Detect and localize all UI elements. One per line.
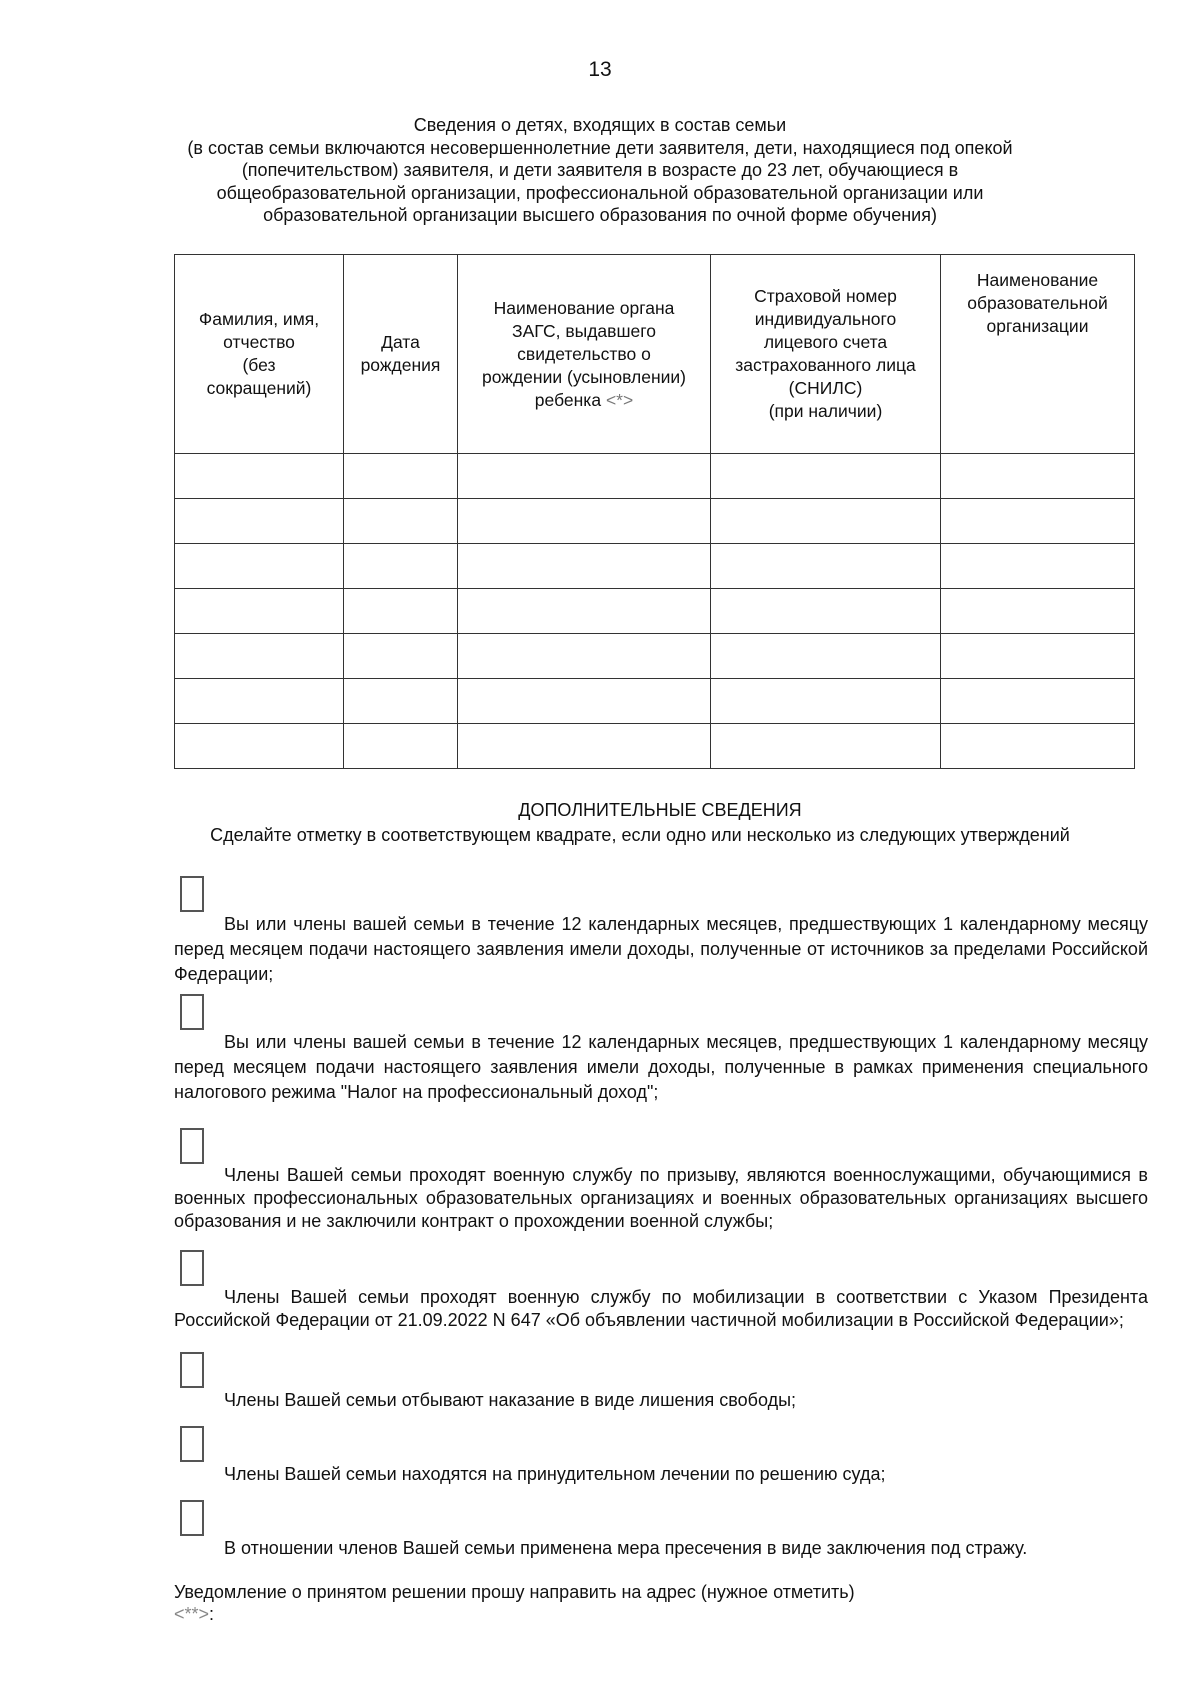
children-section-heading	[160, 114, 1040, 227]
table-cell[interactable]	[711, 544, 941, 589]
column-header-snils: Страховой номер индивидуального лицевого счета застрахованного лица (СНИЛС) (при наличии)	[711, 255, 941, 454]
column-header-registry-office: Наименование органа ЗАГС, выдавшего свидетельство о рождении (усыновлении) ребенка <*>	[458, 255, 711, 454]
table-cell[interactable]	[344, 679, 458, 724]
table-row	[175, 589, 1135, 634]
statement-text: Члены Вашей семьи находятся на принудительном лечении по решению суда;	[224, 1464, 886, 1484]
statement-checkbox[interactable]	[180, 876, 204, 912]
table-row	[175, 544, 1135, 589]
statement-checkbox[interactable]	[180, 1128, 204, 1164]
statement-checkbox[interactable]	[180, 1500, 204, 1536]
table-cell[interactable]	[175, 499, 344, 544]
table-cell[interactable]	[458, 544, 711, 589]
table-cell[interactable]	[941, 454, 1135, 499]
column-header-full-name: Фамилия, имя, отчество (без сокращений)	[175, 255, 344, 454]
table-cell[interactable]	[458, 634, 711, 679]
statement-item	[174, 1388, 1148, 1413]
page-number: 13	[588, 58, 612, 81]
table-header-row	[175, 255, 1135, 454]
table-row	[175, 454, 1135, 499]
statement-checkbox[interactable]	[180, 1352, 204, 1388]
table-row	[175, 679, 1135, 724]
table-cell[interactable]	[711, 589, 941, 634]
table-cell[interactable]	[941, 724, 1135, 769]
statement-item	[174, 1286, 1148, 1332]
table-cell[interactable]	[711, 724, 941, 769]
statement-item	[174, 912, 1148, 987]
column-header-birth-date: Дата рождения	[344, 255, 458, 454]
notice-suffix: :	[209, 1604, 215, 1624]
table-cell[interactable]	[941, 679, 1135, 724]
statement-text: Члены Вашей семьи проходят военную службу по мобилизации в соответствии с Указом Президента Российской Федерации от 21.09.2022 N 647 «Об объявлении частичной мобилизации в Российской Федерации»;	[174, 1287, 1148, 1330]
statement-item	[174, 1536, 1148, 1561]
table-cell[interactable]	[175, 454, 344, 499]
table-cell[interactable]	[344, 454, 458, 499]
statement-text: Вы или члены вашей семьи в течение 12 календарных месяцев, предшествующих 1 календарному месяцу перед месяцем подачи настоящего заявления имели доходы, полученные от источников за пределами Российской Федерации;	[174, 914, 1148, 984]
additional-info-title: ДОПОЛНИТЕЛЬНЫЕ СВЕДЕНИЯ	[518, 800, 802, 820]
additional-info-instructions: Сделайте отметку в соответствующем квадрате, если одно или несколько из следующих утверждений	[210, 825, 1070, 845]
table-row	[175, 724, 1135, 769]
statement-checkbox[interactable]	[180, 994, 204, 1030]
statement-checkbox[interactable]	[180, 1426, 204, 1462]
table-cell[interactable]	[344, 499, 458, 544]
table-cell[interactable]	[941, 589, 1135, 634]
statement-checkbox[interactable]	[180, 1250, 204, 1286]
table-cell[interactable]	[458, 499, 711, 544]
table-cell[interactable]	[175, 724, 344, 769]
table-cell[interactable]	[458, 589, 711, 634]
table-cell[interactable]	[711, 634, 941, 679]
table-row	[175, 499, 1135, 544]
table-cell[interactable]	[344, 724, 458, 769]
table-cell[interactable]	[711, 679, 941, 724]
table-cell[interactable]	[711, 499, 941, 544]
table-cell[interactable]	[175, 679, 344, 724]
table-cell[interactable]	[175, 544, 344, 589]
statement-item	[174, 1462, 1148, 1487]
statement-text: В отношении членов Вашей семьи применена мера пресечения в виде заключения под стражу.	[224, 1538, 1028, 1558]
table-cell[interactable]	[175, 589, 344, 634]
notice-text: Уведомление о принятом решении прошу направить на адрес (нужное отметить)	[174, 1582, 855, 1602]
table-cell[interactable]	[344, 634, 458, 679]
heading-line: (попечительством) заявителя, и дети заявителя в возрасте до 23 лет, обучающиеся в	[241, 160, 959, 181]
children-table	[174, 254, 1135, 769]
notification-address-request	[174, 1581, 855, 1625]
column-header-education-org: Наименование образовательной организации	[941, 255, 1135, 454]
table-cell[interactable]	[941, 544, 1135, 589]
table-cell[interactable]	[458, 679, 711, 724]
heading-title: Сведения о детях, входящих в состав семьи	[413, 115, 787, 135]
table-cell[interactable]	[941, 499, 1135, 544]
statement-text: Члены Вашей семьи отбывают наказание в виде лишения свободы;	[224, 1390, 797, 1410]
table-cell[interactable]	[941, 634, 1135, 679]
table-cell[interactable]	[458, 454, 711, 499]
table-row	[175, 634, 1135, 679]
footnote-marker: <**>	[174, 1604, 210, 1624]
heading-line: общеобразовательной организации, профессиональной образовательной организации или	[216, 182, 984, 203]
table-cell[interactable]	[344, 589, 458, 634]
table-cell[interactable]	[344, 544, 458, 589]
statement-item	[174, 1030, 1148, 1105]
heading-line: образовательной организации высшего образования по очной форме обучения)	[263, 205, 937, 226]
footnote-marker: <*>	[605, 389, 634, 410]
table-cell[interactable]	[711, 454, 941, 499]
heading-line: (в состав семьи включаются несовершеннолетние дети заявителя, дети, находящиеся под опекой	[187, 137, 1013, 158]
table-cell[interactable]	[175, 634, 344, 679]
statement-item	[174, 1164, 1148, 1233]
statement-text: Члены Вашей семьи проходят военную службу по призыву, являются военнослужащими, обучающимися в военных профессиональных образовательных организациях и военных образовательных организациях высшего образования и не заключили контракт о прохождении военной службы;	[174, 1165, 1148, 1231]
table-cell[interactable]	[458, 724, 711, 769]
statement-text: Вы или члены вашей семьи в течение 12 календарных месяцев, предшествующих 1 календарному месяцу перед месяцем подачи настоящего заявления имели доходы, полученные в рамках применения специального налогового режима "Налог на профессиональный доход";	[174, 1032, 1148, 1102]
